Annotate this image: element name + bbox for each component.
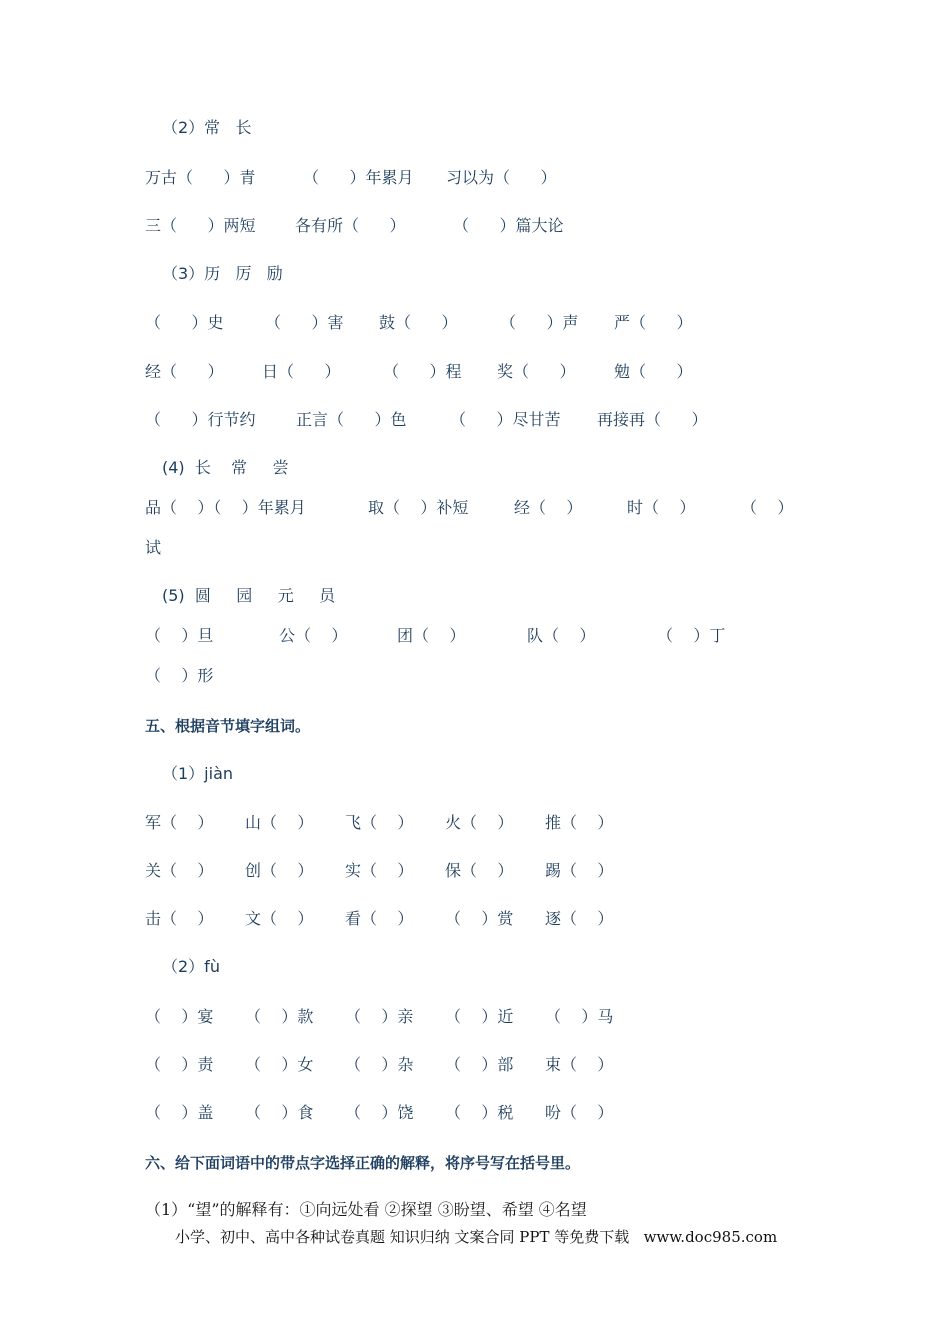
text-cell: （1）jiàn xyxy=(162,764,234,783)
text-cell: （ ）年累月 xyxy=(303,168,414,187)
exercise-line xyxy=(0,761,950,787)
text-cell: （ ）食 xyxy=(245,1103,314,1122)
text-cell: 吩（ ） xyxy=(545,1103,614,1122)
text-cell: 军（ ） xyxy=(145,813,214,832)
text-cell: 关（ ） xyxy=(145,861,214,880)
text-cell: 火（ ） xyxy=(445,813,514,832)
section-heading xyxy=(0,1150,950,1176)
text-cell: （ ）形 xyxy=(145,666,214,685)
text-cell: 奖（ ） xyxy=(497,362,576,381)
exercise-line xyxy=(0,359,950,385)
text-cell: （ ） xyxy=(741,498,794,517)
text-cell: （ ）尽甘苦 xyxy=(450,410,561,429)
exercise-line xyxy=(0,261,950,287)
exercise-line xyxy=(0,663,950,689)
text-cell: （ ）亲 xyxy=(345,1007,414,1026)
text-cell: 品（ ）（ ）年累月 xyxy=(145,498,306,517)
text-cell: 试 xyxy=(145,538,162,557)
exercise-line xyxy=(0,495,950,521)
exercise-line xyxy=(0,310,950,336)
text-cell: 实（ ） xyxy=(345,861,414,880)
text-cell: （ ）马 xyxy=(545,1007,614,1026)
text-cell: 看（ ） xyxy=(345,909,414,928)
text-cell: （ ）行节约 xyxy=(145,410,256,429)
text-cell: 踢（ ） xyxy=(545,861,614,880)
text-cell: 正言（ ）色 xyxy=(296,410,407,429)
exercise-line xyxy=(0,858,950,884)
text-cell: 逐（ ） xyxy=(545,909,614,928)
text-cell: （ ）盖 xyxy=(145,1103,214,1122)
exercise-line xyxy=(0,906,950,932)
text-cell: 保（ ） xyxy=(445,861,514,880)
text-cell: 万古（ ）青 xyxy=(145,168,256,187)
footer-line xyxy=(0,1224,950,1250)
text-cell: （ ）丁 xyxy=(657,626,726,645)
text-cell: （ ）近 xyxy=(445,1007,514,1026)
text-cell: （ ）程 xyxy=(383,362,462,381)
text-cell: 击（ ） xyxy=(145,909,214,928)
text-cell: 严（ ） xyxy=(614,313,693,332)
text-cell: （ ）税 xyxy=(445,1103,514,1122)
text-cell: 创（ ） xyxy=(245,861,314,880)
text-cell: (4) 长 常 尝 xyxy=(162,458,289,477)
text-cell: 束（ ） xyxy=(545,1055,614,1074)
text-cell: 再接再（ ） xyxy=(597,410,708,429)
text-cell: 经（ ） xyxy=(145,362,224,381)
text-cell: （ ）女 xyxy=(245,1055,314,1074)
exercise-line xyxy=(0,623,950,649)
exercise-line xyxy=(0,115,950,141)
text-cell: 习以为（ ） xyxy=(446,168,557,187)
text-cell: （ ）宴 xyxy=(145,1007,214,1026)
exercise-line xyxy=(0,1004,950,1030)
text-cell: （ ）赏 xyxy=(445,909,514,928)
text-cell: （ ）篇大论 xyxy=(453,216,564,235)
text-cell: 飞（ ） xyxy=(345,813,414,832)
text-cell: （ ）杂 xyxy=(345,1055,414,1074)
exercise-line xyxy=(0,455,950,481)
text-cell: （ ）声 xyxy=(500,313,579,332)
text-cell: 取（ ）补短 xyxy=(368,498,469,517)
text-cell: （ ）害 xyxy=(265,313,344,332)
text-cell: 各有所（ ） xyxy=(295,216,406,235)
text-cell: 小学、初中、高中各种试卷真题 知识归纳 文案合同 PPT 等免费下载 www.doc985.com xyxy=(175,1228,778,1246)
text-cell: （2）常 长 xyxy=(162,118,252,137)
text-cell: (5) 圆 园 元 员 xyxy=(162,586,336,605)
text-cell: 公（ ） xyxy=(279,626,348,645)
text-cell: 文（ ） xyxy=(245,909,314,928)
text-cell: （2）fù xyxy=(162,957,220,976)
text-cell: 队（ ） xyxy=(527,626,596,645)
exercise-line xyxy=(0,407,950,433)
exercise-line xyxy=(0,535,950,561)
text-cell: （3）历 厉 励 xyxy=(162,264,283,283)
text-cell: 团（ ） xyxy=(397,626,466,645)
text-cell: 三（ ）两短 xyxy=(145,216,256,235)
text-cell: （ ）旦 xyxy=(145,626,214,645)
exercise-line xyxy=(0,165,950,191)
section-heading xyxy=(0,713,950,739)
exercise-line xyxy=(0,954,950,980)
text-cell: 日（ ） xyxy=(262,362,341,381)
text-cell: （1）“望”的解释有：①向远处看 ②探望 ③盼望、希望 ④名望 xyxy=(145,1200,587,1219)
text-cell: （ ）史 xyxy=(145,313,224,332)
text-cell: （ ）饶 xyxy=(345,1103,414,1122)
text-cell: 推（ ） xyxy=(545,813,614,832)
exercise-line xyxy=(0,1052,950,1078)
text-cell: （ ）款 xyxy=(245,1007,314,1026)
text-cell: 山（ ） xyxy=(245,813,314,832)
text-cell: 时（ ） xyxy=(627,498,696,517)
exercise-line xyxy=(0,583,950,609)
exercise-line xyxy=(0,1100,950,1126)
text-cell: 五、根据音节填字组词。 xyxy=(145,717,311,735)
text-cell: （ ）责 xyxy=(145,1055,214,1074)
exercise-line xyxy=(0,810,950,836)
text-cell: 鼓（ ） xyxy=(379,313,458,332)
text-cell: 六、给下面词语中的带点字选择正确的解释，将序号写在括号里。 xyxy=(145,1154,581,1172)
exercise-line xyxy=(0,213,950,239)
text-cell: （ ）部 xyxy=(445,1055,514,1074)
text-cell: 勉（ ） xyxy=(614,362,693,381)
exercise-line xyxy=(0,1197,950,1223)
text-cell: 经（ ） xyxy=(514,498,583,517)
